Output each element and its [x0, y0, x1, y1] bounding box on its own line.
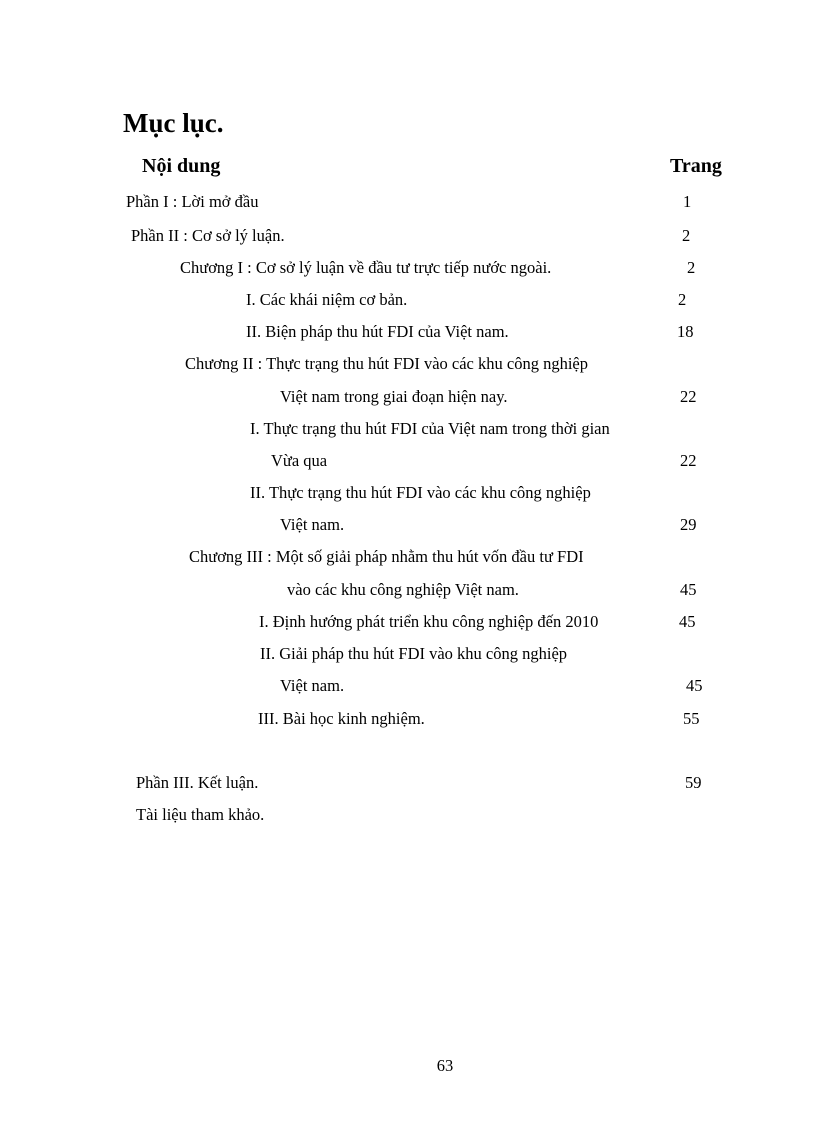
- toc-entry-page: 2: [682, 226, 691, 245]
- toc-entry-page: 18: [677, 322, 694, 341]
- toc-entry-page: 1: [683, 192, 692, 211]
- toc-entry-continuation: Vừa qua: [271, 451, 328, 470]
- toc-entry-page: 45: [680, 580, 697, 599]
- toc-entry-page: 45: [686, 676, 703, 695]
- toc-entry-part-1: Phần I : Lời mở đầu: [126, 192, 259, 211]
- toc-entry-continuation: Việt nam trong giai đoạn hiện nay.: [280, 387, 508, 406]
- toc-entry-page: 22: [680, 451, 697, 470]
- toc-entry-continuation: vào các khu công nghiệp Việt nam.: [287, 580, 519, 599]
- page-column-header: Trang: [670, 155, 722, 177]
- toc-entry-page: 59: [685, 773, 702, 792]
- toc-entry-chapter-1: Chương I : Cơ sở lý luận về đầu tư trực tiếp nước ngoài.: [180, 258, 552, 277]
- toc-entry-continuation: Việt nam.: [280, 515, 345, 534]
- toc-entry-section: II. Biện pháp thu hút FDI của Việt nam.: [246, 322, 509, 341]
- toc-entry-part-3: Phần III. Kết luận.: [136, 773, 259, 792]
- toc-entry-page: 2: [678, 290, 687, 309]
- toc-entry-section: I. Các khái niệm cơ bản.: [246, 290, 408, 309]
- toc-entry-section: I. Thực trạng thu hút FDI của Việt nam trong thời gian: [250, 419, 610, 438]
- toc-entry-page: 45: [679, 612, 696, 631]
- toc-entry-continuation: Việt nam.: [280, 676, 345, 695]
- toc-entry-page: 2: [687, 258, 696, 277]
- page-number: 63: [436, 1056, 454, 1075]
- toc-entry-section: III. Bài học kinh nghiệm.: [258, 709, 425, 728]
- toc-entry-section: II. Thực trạng thu hút FDI vào các khu công nghiệp: [250, 483, 591, 502]
- toc-entry-section: II. Giải pháp thu hút FDI vào khu công nghiệp: [260, 644, 568, 663]
- toc-entry-section: I. Định hướng phát triển khu công nghiệp đến 2010: [259, 612, 599, 631]
- toc-entry-page: 55: [683, 709, 700, 728]
- toc-entry-chapter-3: Chương III : Một số giải pháp nhằm thu hút vốn đầu tư FDI: [189, 547, 584, 566]
- toc-entry-part-2: Phần II : Cơ sở lý luận.: [131, 226, 285, 245]
- toc-entry-page: 22: [680, 387, 697, 406]
- content-column-header: Nội dung: [142, 155, 221, 177]
- toc-entry-chapter-2: Chương II : Thực trạng thu hút FDI vào các khu công nghiệp: [185, 354, 588, 373]
- toc-entry-references: Tài liệu tham khảo.: [136, 805, 265, 824]
- toc-entry-page: 29: [680, 515, 697, 534]
- toc-title: Mục lục.: [123, 108, 224, 138]
